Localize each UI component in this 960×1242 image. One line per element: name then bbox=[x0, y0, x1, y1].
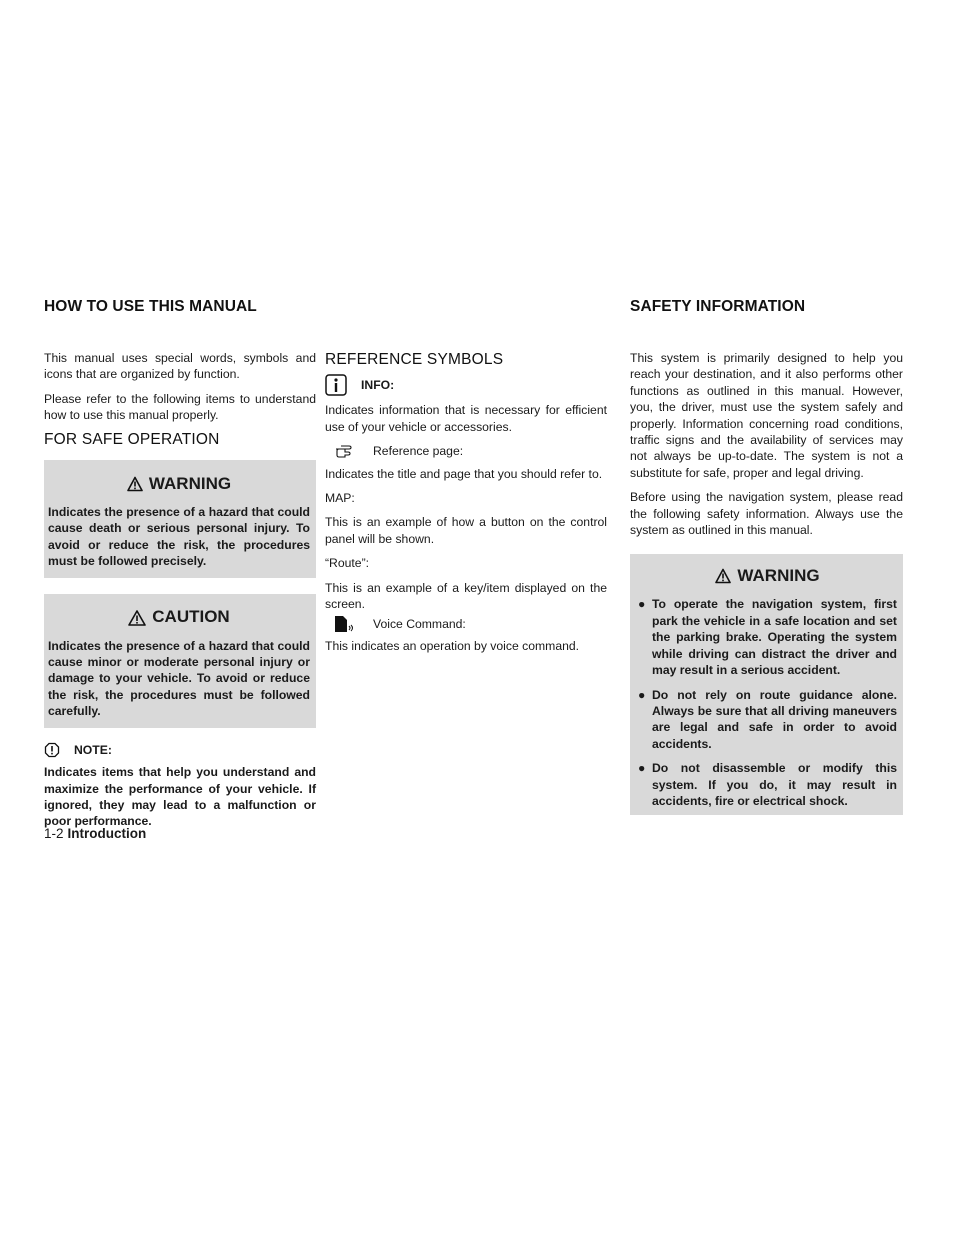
caution-title: CAUTION bbox=[152, 607, 230, 627]
voice-symbol-line bbox=[333, 614, 607, 634]
pointing-hand-icon bbox=[335, 443, 361, 459]
bullet-text: Do not disassemble or modify this system. If you do, it may result in accidents, fire or electrical shock. bbox=[652, 761, 897, 808]
page-number: 1-2 bbox=[44, 826, 64, 841]
warning-triangle-icon bbox=[715, 568, 731, 584]
chapter-name: Introduction bbox=[67, 826, 147, 841]
column-safety-information bbox=[630, 350, 903, 827]
caution-box bbox=[44, 594, 316, 728]
note-circle-icon bbox=[44, 742, 60, 758]
safety-read-paragraph: Before using the navigation system, please read the following safety information. Always use the system as outlined in this manual. bbox=[630, 490, 903, 538]
map-text: This is an example of how a button on the control panel will be shown. bbox=[325, 515, 607, 546]
info-symbol-line bbox=[325, 374, 607, 396]
info-text: Indicates information that is necessary for efficient use of your vehicle or accessories. bbox=[325, 403, 607, 434]
warning-title: WARNING bbox=[148, 473, 232, 493]
voice-command-icon bbox=[333, 614, 355, 634]
voice-text: This indicates an operation by voice command. bbox=[325, 639, 580, 654]
safety-warning-title: WARNING bbox=[737, 566, 820, 586]
caution-box-title bbox=[48, 602, 310, 634]
bullet-icon: ● bbox=[638, 761, 646, 776]
caution-triangle-icon bbox=[128, 610, 146, 626]
column-how-to-use bbox=[44, 350, 316, 830]
subheading-reference-symbols: REFERENCE SYMBOLS bbox=[325, 351, 504, 368]
reference-symbol-line bbox=[335, 443, 607, 459]
safety-intro-paragraph: This system is primarily designed to help you reach your destination, and it also performs other functions as outlined in this manual. However, you, the driver, must use the system safely and properly. Information concerning road conditions, traffic signs and the availability of services may not always be up-to-date. The system is not a substitute for safe, proper and legal driving. bbox=[630, 351, 903, 480]
caution-text: Indicates the presence of a hazard that could cause minor or moderate personal injury or damage to your vehicle. To avoid or reduce the risk, the procedures must be followed carefully. bbox=[48, 638, 310, 719]
note-label: NOTE: bbox=[74, 742, 112, 757]
bullet-text: To operate the navigation system, first park the vehicle in a safe location and set the parking brake. Operating the system while driving can distract the driver and may result in a serious accident. bbox=[652, 597, 897, 678]
voice-label: Voice Command: bbox=[373, 617, 466, 632]
list-item bbox=[638, 596, 897, 678]
safety-warning-list bbox=[638, 596, 897, 809]
subheading-safe-operation: FOR SAFE OPERATION bbox=[44, 430, 220, 448]
map-label: MAP: bbox=[325, 491, 355, 506]
info-label: INFO: bbox=[361, 378, 395, 393]
info-icon bbox=[325, 374, 347, 396]
bullet-icon: ● bbox=[638, 597, 646, 612]
note-text: Indicates items that help you understand and maximize the performance of your vehicle. If ignored, they may lead to a malfunction or poor performance. bbox=[44, 765, 316, 829]
list-item bbox=[638, 687, 897, 753]
intro-paragraph: This manual uses special words, symbols and icons that are organized by function. bbox=[44, 351, 316, 382]
warning-triangle-icon bbox=[127, 476, 143, 492]
safety-warning-box bbox=[630, 554, 903, 815]
page-footer bbox=[44, 826, 146, 841]
section-heading-safety-information: SAFETY INFORMATION bbox=[630, 298, 806, 315]
route-label: “Route”: bbox=[325, 556, 370, 571]
warning-box-title bbox=[48, 468, 310, 500]
route-text: This is an example of a key/item displayed on the screen. bbox=[325, 580, 607, 612]
reference-text: Indicates the title and page that you should refer to. bbox=[325, 466, 603, 481]
refer-paragraph: Please refer to the following items to understand how to use this manual properly. bbox=[44, 391, 316, 423]
warning-text: Indicates the presence of a hazard that could cause death or serious personal injury. To avoid or reduce the risk, the procedures must be followed precisely. bbox=[48, 505, 310, 569]
list-item bbox=[638, 760, 897, 809]
warning-box bbox=[44, 460, 316, 578]
column-reference-symbols bbox=[325, 350, 607, 663]
bullet-text: Do not rely on route guidance alone. Always be sure that all driving maneuvers are legal and safe in order to avoid accidents. bbox=[652, 687, 897, 751]
reference-label: Reference page: bbox=[373, 444, 464, 459]
safety-warning-title-row bbox=[638, 560, 897, 592]
bullet-icon: ● bbox=[638, 687, 646, 702]
note-heading bbox=[44, 742, 316, 758]
section-heading-how-to-use: HOW TO USE THIS MANUAL bbox=[44, 298, 257, 315]
